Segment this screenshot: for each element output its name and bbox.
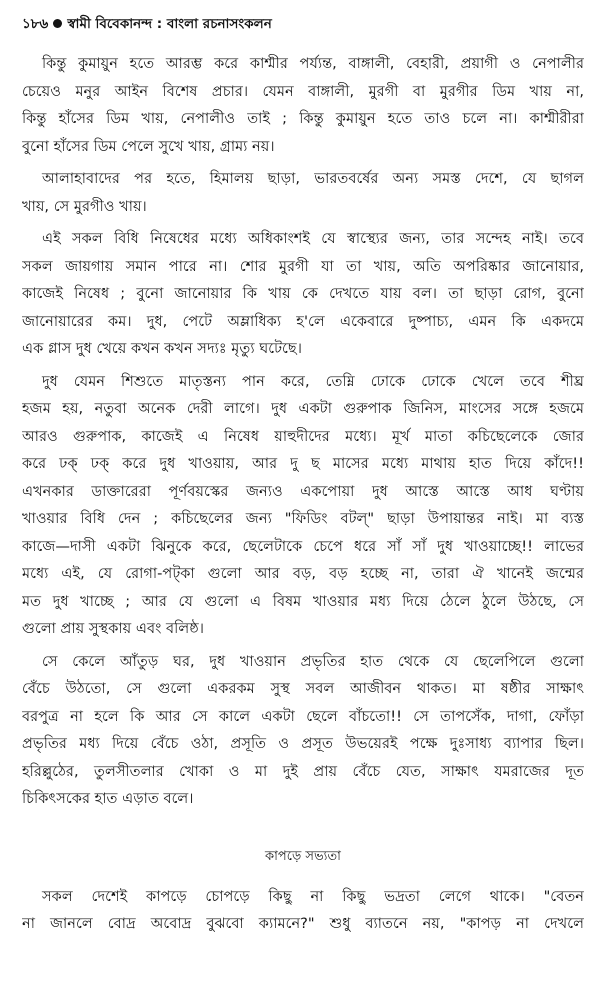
book-title: স্বামী বিবেকানন্দ : বাংলা রচনাসংকলন [67, 16, 272, 32]
text-line: হজম হয়, নতুবা অনেক দেরী লাগে। দুধ একটা গুরুপাক জিনিস, মাংসের সঙ্গে হজমে [22, 400, 584, 417]
paragraph-4 [22, 368, 584, 643]
text-line: কিন্তু হাঁসের ডিম খায়, নেপালীও তাই ; কিন্তু কুমায়ুন হতে তাও চলে না। কাশ্মীরীরা [22, 110, 584, 127]
text-line: সকল জায়গায় সমান পারে না। শোর মুরগী যা তা খায়, অতি অপরিষ্কার জানোয়ার, [22, 257, 584, 275]
text-line: চিকিৎসকের হাত এড়াত বলে। [22, 790, 194, 807]
text-line: গুলো প্রায় সুস্থকায় এবং বলিষ্ঠ। [22, 620, 204, 637]
section-heading: কাপড়ে সভ্যতা [265, 848, 341, 864]
text-line: সকল দেশেই কাপড়ে চোপড়ে কিছু না কিছু ভদ্রতা লেগে থাকে। "বেতন [42, 887, 584, 905]
text-line: করে ঢক্ ঢক্ করে দুধ খাওয়ায়, আর দু ছ মাসের মধ্যে মাথায় হাত দিয়ে কাঁদে!! [22, 455, 584, 472]
bullet-separator-icon [53, 19, 62, 28]
text-line: বুনো হাঁসের ডিম পেলে সুখে খায়, গ্রাম্য নয়। [22, 137, 275, 155]
text-line: আলাহাবাদের পর হতে, হিমালয় ছাড়া, ভারতবর্ষের অন্য সমস্ত দেশে, যে ছাগল [42, 170, 584, 187]
paragraph-5 [22, 648, 584, 813]
text-line: কাজেই নিষেধ ; বুনো জানোয়ার কি খায় কে দেখতে যায় বল। তা ছাড়া রোগ, বুনো [22, 285, 584, 302]
text-line: কিন্তু কুমায়ুন হতে আরম্ভ করে কাশ্মীর পর্য্যন্ত, বাঙ্গালী, বেহারী, প্রয়াগী ও নেপালীর [42, 55, 584, 72]
text-line: না জানলে বোদ্র অবোদ্র বুঝবো ক্যামনে?" শুধু ব্যাতনে নয়, "কাপড় না দেখলে [22, 915, 584, 932]
running-head [22, 14, 584, 34]
text-line: খায়, সে মুরগীও খায়। [22, 197, 147, 215]
text-line: মত দুধ খাচ্ছে ; আর যে গুলো এ বিষম খাওয়ার মধ্য দিয়ে ঠেলে ঠুলে উঠছে, সে [22, 592, 584, 610]
text-line: কাজে—দাসী একটা ঝিনুকে করে, ছেলেটাকে চেপে ধরে সাঁ সাঁ দুধ খাওয়াচ্ছে!! লাভের [22, 537, 584, 555]
text-line: খাওয়ার বিধি দেন ; কচিছেলের জন্য "ফিডিং বটল্" ছাড়া উপায়ান্তর নাই। মা ব্যস্ত [22, 510, 584, 527]
section-paragraph-1 [22, 883, 584, 938]
text-line: এক গ্লাস দুধ খেয়ে কখন কখন সদ্যঃ মৃত্যু ঘটেছে। [22, 340, 302, 357]
text-line: চেয়েও মনুর আইন বিশেষ প্রচার। যেমন বাঙ্গালী, মুরগী বা মুরগীর ডিম খায় না, [22, 82, 584, 100]
text-line: সে কেলে আঁতুড় ঘর, দুধ খাওয়ান প্রভৃতির হাত থেকে যে ছেলেপিলে গুলো [42, 652, 584, 670]
book-page [22, 14, 584, 943]
text-line: এই সকল বিধি নিষেধের মধ্যে অধিকাংশই যে স্বাস্থ্যের জন্য, তার সন্দেহ নাই। তবে [42, 230, 584, 247]
text-line: এখনকার ডাক্তারেরা পূর্ণবয়স্কের জন্যও একপোয়া দুধ আস্তে আস্তে আধ ঘণ্টায় [22, 482, 584, 500]
text-line: হরিল্লুঠের, তুলসীতলার খোকা ও মা দুই প্রায় বেঁচে যেত, সাক্ষাৎ যমরাজের দূত [22, 762, 584, 780]
paragraph-3 [22, 225, 584, 363]
paragraph-2 [22, 165, 584, 220]
text-line: বরপুত্র না হলে কি আর সে কালে একটা ছেলে বাঁচতো!! সে তাপসেঁক, দাগা, ফোঁড়া [22, 707, 584, 725]
page-number: ১৮৬ [22, 16, 49, 32]
text-line: আরও গুরুপাক, কাজেই এ নিষেধ য়াহুদীদের মধ্যে। মূর্খ মাতা কচিছেলেকে জোর [22, 427, 584, 445]
text-line: জানোয়ারের কম। দুধ, পেটে অম্লাধিক্য হ'লে একেবারে দুষ্পাচ্য, এমন কি একদমে [22, 312, 584, 330]
paragraph-1 [22, 50, 584, 160]
text-line: মধ্যে এই, যে রোগা-পট্কা গুলো আর বড়, বড় হচ্ছে না, তারা ঐ খানেই জন্মের [22, 565, 584, 582]
text-line: দুধ যেমন শিশুতে মাতৃস্তন্য পান করে, তেম্নি ঢোকে ঢোকে খেলে তবে শীঘ্র [42, 372, 584, 390]
text-line: বেঁচে উঠতো, সে গুলো একরকম সুস্থ সবল আজীবন থাকত। মা ষষ্ঠীর সাক্ষাৎ [22, 680, 584, 697]
text-line: প্রভৃতির মধ্য দিয়ে বেঁচে ওঠা, প্রসূতি ও প্রসূত উভয়েরই পক্ষে দুঃসাধ্য ব্যাপার ছিল। [22, 735, 584, 752]
